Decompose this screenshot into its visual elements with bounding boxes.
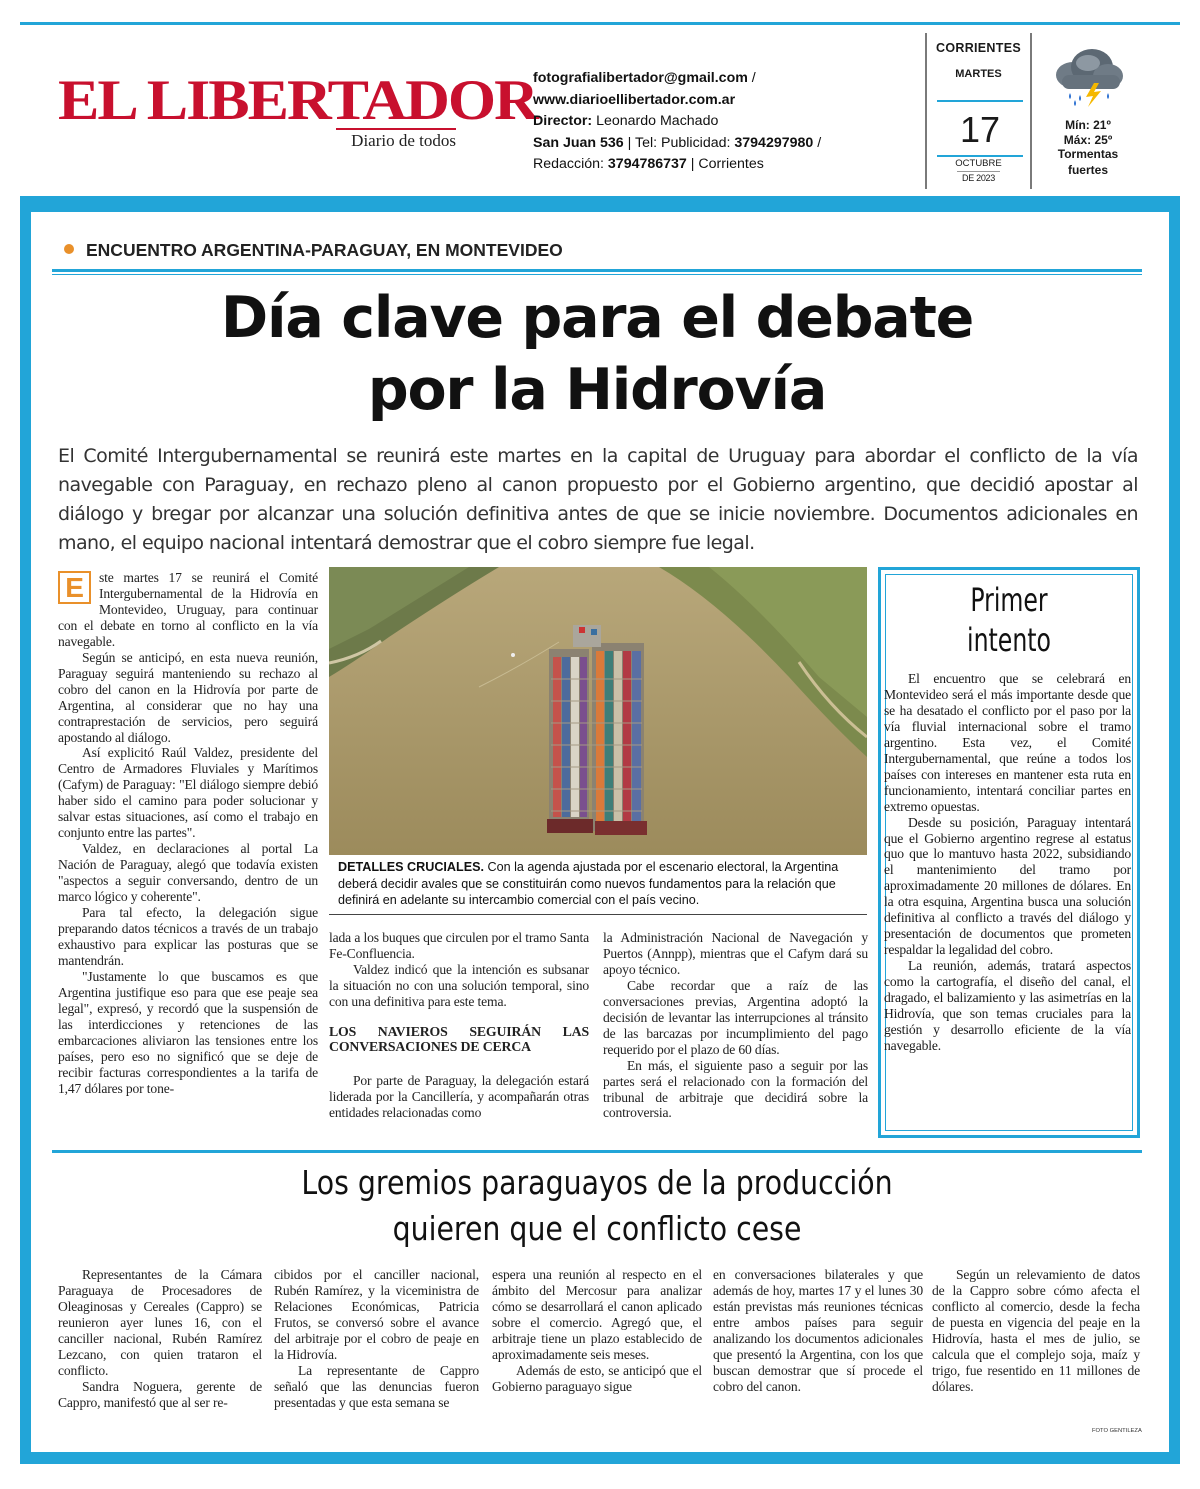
logo-tagline-wrap bbox=[336, 128, 456, 151]
weather-max: Máx: 25º bbox=[1063, 132, 1113, 147]
contact-website[interactable]: www.diarioellibertador.com.ar bbox=[533, 91, 736, 108]
headline-line-2: por la Hidrovía bbox=[367, 357, 827, 423]
col2-paragraph: Valdez indicó que la intención es subsanar la situación no con una solución temporal, sino con una definitiva para este tema. bbox=[329, 961, 589, 1009]
article2-paragraph: en conversaciones bilaterales y que además de hoy, martes 17 y el lunes 30 están previstas más reuniones técnicas entre ambos países para seguir analizando los documentos adicionales que presentó la Argentina, con los que buscan demostrar que sí procede el cobro del canon. bbox=[713, 1267, 923, 1394]
col1-paragraph: ste martes 17 se reunirá el Comité Intergubernamental de la Hidrovía en Montevideo, Uruguay, para continuar con el debate en torno al conflicto en la vía navegable. bbox=[58, 570, 318, 649]
article-headline bbox=[52, 282, 1142, 426]
caption-bold: DETALLES CRUCIALES. bbox=[338, 860, 484, 874]
article-column-3 bbox=[603, 930, 868, 1121]
address: San Juan 536 bbox=[533, 134, 624, 151]
article2-paragraph: Según un relevamiento de datos de la Cappro sobre cómo afecta el conflicto al comercio, desde la fecha de puesta en vigencia del peaje en la Hidrovía, hasta el mes de julio, se calcula que el complejo soja, maíz y trigo, fue resentido en 11 millones de dólares. bbox=[932, 1267, 1140, 1394]
col1-paragraph: Según se anticipó, en esta nueva reunión, Paraguay seguirá manteniendo su rechazo al cobro del canon en la Hidrovía por parte de Argentina, al considerar que no hay una contraprestación de servicios, pero seguirá apostando al diálogo. bbox=[58, 649, 318, 745]
tel-sep: / bbox=[813, 134, 822, 151]
sidebar-title-line-2: intento bbox=[967, 621, 1051, 659]
article-column-1 bbox=[58, 570, 318, 1096]
date-weekday: MARTES bbox=[955, 68, 1002, 80]
tel-number: 3794297980 bbox=[734, 134, 814, 151]
article2-column-3 bbox=[492, 1267, 702, 1395]
sidebar-paragraph: Desde su posición, Paraguay intentará que el Gobierno argentino regrese al estatus quo que lo mantuvo hasta 2022, subsidiando el mantenimiento del tramo por aproximadamente 20 millones de dólares. En la otra esquina, Argentina busca una solución definitiva al conflicto a través del diálogo y presentación de documentos que prometen respaldar la legalidad del cobro. bbox=[884, 814, 1131, 958]
newsroom-label: Redacción: bbox=[533, 156, 608, 172]
article-column-2 bbox=[329, 930, 589, 1121]
col1-paragraph: Así explicitó Raúl Valdez, presidente del Centro de Armadores Fluviales y Marítimos (Cafym) de Paraguay: "El diálogo siempre debió haber sido el camino para poder solucionar y salvar estas situaciones, así como el trabajo en conjunto entre las partes". bbox=[58, 745, 318, 841]
photo-credit: FOTO GENTILEZA bbox=[1092, 1428, 1142, 1434]
article2-column-4 bbox=[713, 1267, 923, 1395]
article2-paragraph: Representantes de la Cámara Paraguaya de Procesadores de Oleaginosas y Cereales (Cappro) se reunieron ayer lunes 16, con el canciller nacional, Rubén Ramírez Lezcano, con quien trataron el conflicto. bbox=[58, 1267, 262, 1378]
city-suffix: | Corrientes bbox=[686, 156, 764, 172]
caption-text: Con la agenda ajustada por el escenario electoral, la Argentina deberá decidir avales que se constituirán como nuevos fundamentos para la relación que definirá en adelante su intercambio comercial con el país vecino. bbox=[338, 860, 839, 907]
article-photo[interactable] bbox=[329, 567, 867, 855]
article2-paragraph: Además de esto, se anticipó que el Gobierno paraguayo sigue bbox=[492, 1362, 702, 1394]
sidebar-paragraph: El encuentro que se celebrará en Montevideo será el más importante desde que se ha desatado el conflicto por el paso por la vía fluvial internacional sobre el tramo argentino. Esta vez, el Comité Intergubernamental, que reúne a todos los países con intereses en mantener esta ruta en funcionamiento, intentará conciliar partes en extremo opuestas. bbox=[884, 671, 1131, 814]
headline2-line-2: quieren que el conflicto cese bbox=[392, 1209, 802, 1248]
photo-caption bbox=[338, 859, 862, 909]
storm-cloud-icon bbox=[1048, 45, 1128, 107]
contact-email[interactable]: fotografialibertador@gmail.com bbox=[533, 70, 748, 86]
date-month: OCTUBRE bbox=[955, 158, 1002, 169]
contact-info bbox=[533, 68, 923, 176]
dropcap: E bbox=[58, 571, 91, 604]
date-box bbox=[925, 33, 1032, 189]
kicker-text: ENCUENTRO ARGENTINA-PARAGUAY, EN MONTEVIDEO bbox=[86, 240, 563, 260]
col1-paragraph: "Justamente lo que buscamos es que Argentina justifique eso para que ese peaje sea legal", expresó, y recordó que la suspensión de las interdicciones y retenciones de las embarcaciones aliviaron las tensiones entre los países, pero eso no significó que se deje de recibir facturas correspondientes a la tarifa de 1,47 dólares por tone- bbox=[58, 968, 318, 1096]
river-barges-image bbox=[329, 567, 867, 855]
logo-tagline: Diario de todos bbox=[351, 131, 456, 150]
col3-paragraph: Cabe recordar que a raíz de las conversaciones previas, Argentina adoptó la decisión de levantar las interrupciones al tránsito de las barcazas por incumplimiento del pago requerido por el plazo de 60 días. bbox=[603, 977, 868, 1057]
caption-rule bbox=[329, 914, 867, 915]
sidebar-title-line-1: Primer bbox=[970, 581, 1048, 619]
masthead bbox=[58, 69, 537, 150]
article2-paragraph: La representante de Cappro señaló que las denuncias fueron presentadas y que esta semana se bbox=[274, 1362, 479, 1410]
kicker-rule-thin bbox=[52, 274, 1142, 275]
article2-column-2 bbox=[274, 1267, 479, 1411]
date-day: 17 bbox=[937, 100, 1023, 157]
bullet-dot-icon bbox=[64, 244, 74, 254]
article-deck: El Comité Intergubernamental se reunirá este martes en la capital de Uruguay para abordar el conflicto de la vía navegable con Paraguay, en rechazo pleno al canon propuesto por el Gobierno argentino, que decidió apostar al diálogo y bregar por alcanzar una solución definitiva antes de que se inicie noviembre. Documentos adicionales en mano, el equipo nacional intentará demostrar que el cobro siempre fue legal. bbox=[58, 445, 1138, 554]
newspaper-logo[interactable]: EL LIBERTADOR bbox=[58, 69, 537, 132]
newsroom-number: 3794786737 bbox=[607, 156, 687, 172]
director-name: Leonardo Machado bbox=[592, 113, 719, 129]
date-city: CORRIENTES bbox=[936, 41, 1021, 55]
top-rule bbox=[20, 22, 1180, 25]
contact-email-sep: / bbox=[747, 70, 756, 86]
col3-paragraph: la Administración Nacional de Navegación y Puertos (Annpp), mientras que el Cafym dará su apoyo técnico. bbox=[603, 930, 868, 977]
article2-paragraph: cibidos por el canciller nacional, Rubén Ramírez, y la viceministra de Relaciones Económicas, Patricia Frutos, se conversó sobre el avance del arbitraje por el cobro de peaje en la Hidrovía. bbox=[274, 1267, 479, 1362]
sidebar-text bbox=[884, 671, 1131, 1054]
headline-line-1: Día clave para el debate bbox=[220, 285, 974, 351]
weather-box bbox=[1036, 35, 1140, 178]
headline2-line-1: Los gremios paraguayos de la producción bbox=[301, 1163, 893, 1202]
article2-column-5 bbox=[932, 1267, 1140, 1395]
col1-paragraph: Para tal efecto, la delegación sigue preparando datos técnicos a través de un trabajo exhaustivo para explicar las posturas que se mantendrán. bbox=[58, 905, 318, 968]
sidebar-box bbox=[878, 567, 1140, 1138]
col3-paragraph: En más, el siguiente paso a seguir por las partes será el relacionado con la formación del tribunal de arbitraje que decidirá sobre la controversia. bbox=[603, 1057, 868, 1121]
date-month-wrap bbox=[927, 158, 1030, 183]
article2-column-1 bbox=[58, 1267, 262, 1411]
article2-paragraph: espera una reunión al respecto en el ámbito del Mercosur para analizar cómo se desarrollará el canon aplicado sobre el comercio. Agregó que, el arbitraje tiene un plazo establecido de aproximadamente seis meses. bbox=[492, 1267, 702, 1362]
kicker-rule bbox=[52, 269, 1142, 272]
col1-paragraph: Valdez, en declaraciones al portal La Nación de Paraguay, alegó que todavía existen "aspectos a seguir conversando, dentro de un marco lógico y coherente". bbox=[58, 841, 318, 905]
weather-condition-2: fuertes bbox=[1067, 162, 1108, 177]
tel-label: | Tel: Publicidad: bbox=[623, 134, 735, 151]
date-year: DE 2023 bbox=[957, 171, 1000, 184]
article-subhead: LOS NAVIEROS SEGUIRÁN LAS CONVERSACIONES DE CERCA bbox=[329, 1023, 589, 1055]
article-kicker bbox=[64, 240, 563, 261]
weather-min: Mín: 21º bbox=[1065, 118, 1111, 132]
article2-paragraph: Sandra Noguera, gerente de Cappro, manifestó que al ser re- bbox=[58, 1378, 262, 1410]
col2-paragraph: Por parte de Paraguay, la delegación estará liderada por la Cancillería, y acompañarán otras entidades relacionadas como bbox=[329, 1072, 589, 1120]
sidebar-paragraph: La reunión, además, tratará aspectos como la cartografía, el diseño del canal, el dragado, el balizamiento y las asimetrías en la Hidrovía, que son temas cruciales para la gestión y desarrollo eficiente de la vía navegable. bbox=[884, 958, 1131, 1053]
article2-headline bbox=[128, 1160, 1065, 1252]
sidebar-title bbox=[904, 580, 1114, 660]
section-rule bbox=[52, 1150, 1142, 1153]
weather-condition-1: Tormentas bbox=[1057, 147, 1119, 161]
director-label: Director: bbox=[533, 113, 593, 129]
col2-paragraph: lada a los buques que circulen por el tramo Santa Fe-Confluencia. bbox=[329, 930, 589, 961]
